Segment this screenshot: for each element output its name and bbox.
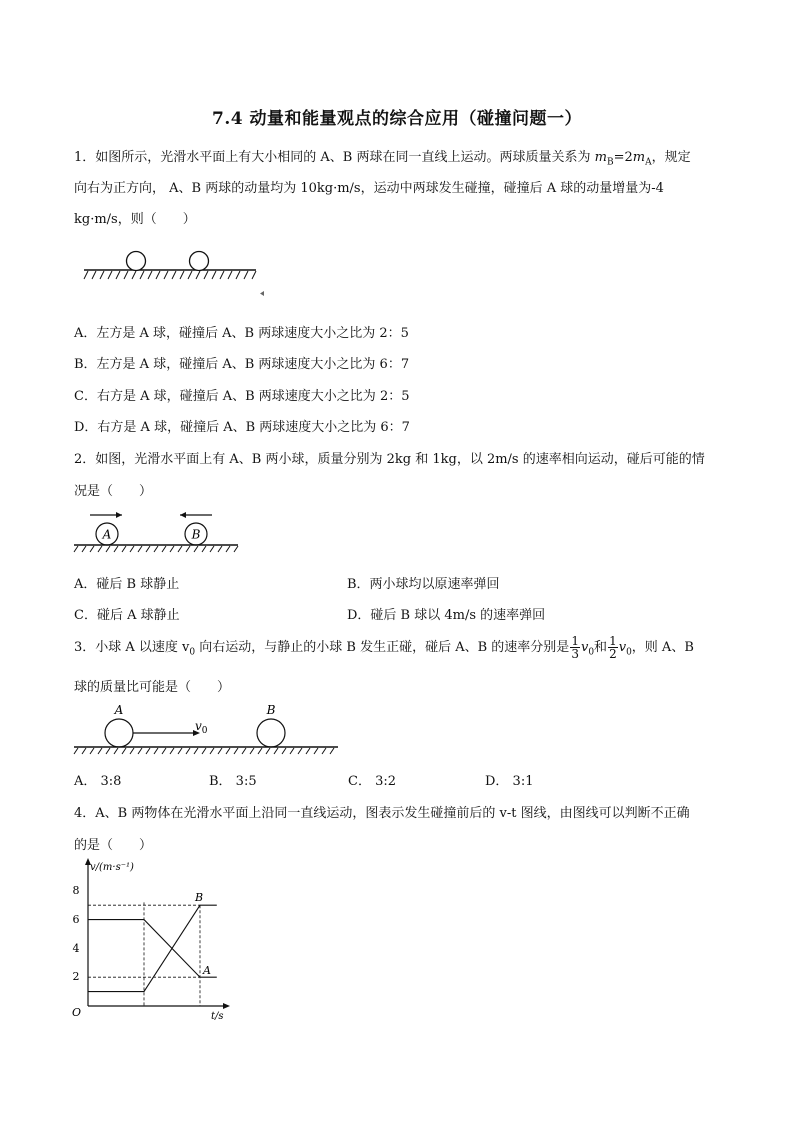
page-title: 7.4 动量和能量观点的综合应用（碰撞问题一）	[212, 109, 582, 129]
q4-stem-line1: 4．A、B 两物体在光滑水平面上沿同一直线运动，图表示发生碰撞前后的 v-t 图线，由图线可以判断不正确	[74, 806, 690, 821]
q2-stem-line2: 况是（ ）	[74, 484, 153, 499]
ball-a-label: A	[114, 703, 124, 717]
q2-option-d[interactable]: D．碰后 B 球以 4m/s 的速率弹回	[347, 608, 546, 623]
q1-stem-line3: kg·m/s，则（ ）	[74, 212, 196, 227]
q2-stem-line1: 2．如图，光滑水平面上有 A、B 两小球，质量分别为 2kg 和 1kg，以 2m/s 的速率相向运动，碰后可能的情	[74, 452, 705, 467]
y-tick-2: 2	[72, 970, 80, 983]
q1-option-b[interactable]: B．左方是 A 球，碰撞后 A、B 两球速度大小之比为 6：7	[74, 357, 410, 372]
series-b-label: B	[195, 891, 204, 905]
q2-option-b[interactable]: B．两小球均以原速率弹回	[347, 577, 500, 592]
q2-figure	[72, 508, 244, 556]
q1-option-a[interactable]: A．左方是 A 球，碰撞后 A、B 两球速度大小之比为 2：5	[74, 326, 409, 341]
fraction-one-third: $\frac{1}{3}$	[571, 634, 579, 661]
q3-stem-line2: 球的质量比可能是（ ）	[74, 680, 231, 695]
series-b-line	[88, 905, 217, 991]
x-axis-arrow-icon	[223, 1003, 230, 1009]
series-a-line	[88, 920, 217, 978]
y-tick-4: 4	[72, 942, 80, 955]
ball-right	[190, 252, 209, 271]
ball-b-label: B	[191, 527, 201, 542]
velocity-label: $v_0$	[195, 719, 208, 736]
y-tick-6: 6	[72, 913, 80, 926]
q2-option-c[interactable]: C．碰后 A 球静止	[74, 608, 180, 623]
fraction-one-half: $\frac{1}{2}$	[609, 634, 617, 661]
q2-option-a[interactable]: A．碰后 B 球静止	[74, 577, 180, 592]
vt-chart	[66, 854, 246, 1022]
ball-left	[127, 252, 146, 271]
origin-label: O	[72, 1006, 82, 1019]
small-marker-icon	[260, 291, 264, 296]
q3-option-b[interactable]: B． 3:5	[209, 774, 257, 789]
q1-figure	[80, 244, 270, 296]
y-tick-8: 8	[72, 884, 80, 897]
ball-a-label: A	[102, 527, 112, 542]
q1-stem-line1: 1．如图所示，光滑水平面上有大小相同的 A、B 两球在同一直线上运动。两球质量关系为 $m_B=2m_A$，规定	[74, 150, 691, 168]
ball-a	[105, 719, 133, 747]
x-axis-label: t/s	[211, 1011, 224, 1022]
q1-stem-line2: 向右为正方向， A、B 两球的动量均为 10kg·m/s，运动中两球发生碰撞，碰撞后 A 球的动量增量为-4	[74, 181, 664, 196]
series-a-label: A	[203, 964, 211, 978]
q3-figure	[72, 700, 342, 758]
q3-option-d[interactable]: D． 3:1	[485, 774, 534, 789]
ball-b-label: B	[266, 703, 276, 717]
y-axis-label: v/(m·s⁻¹)	[90, 862, 134, 873]
ball-b	[257, 719, 285, 747]
q3-stem-line1: 3．小球 A 以速度 $v_0$ 向右运动，与静止的小球 B 发生正碰，碰后 A、B 的速率分别是 $\frac{1}{3}$ $v_0$和 $\frac{1}{2}$ $v_0$，则 A、B	[74, 634, 694, 661]
q4-stem-line2: 的是（ ）	[74, 838, 153, 853]
q3-option-c[interactable]: C． 3:2	[348, 774, 397, 789]
q3-option-a[interactable]: A． 3:8	[74, 774, 122, 789]
q1-option-d[interactable]: D．右方是 A 球，碰撞后 A、B 两球速度大小之比为 6：7	[74, 420, 410, 435]
q1-option-c[interactable]: C．右方是 A 球，碰撞后 A、B 两球速度大小之比为 2：5	[74, 389, 410, 404]
